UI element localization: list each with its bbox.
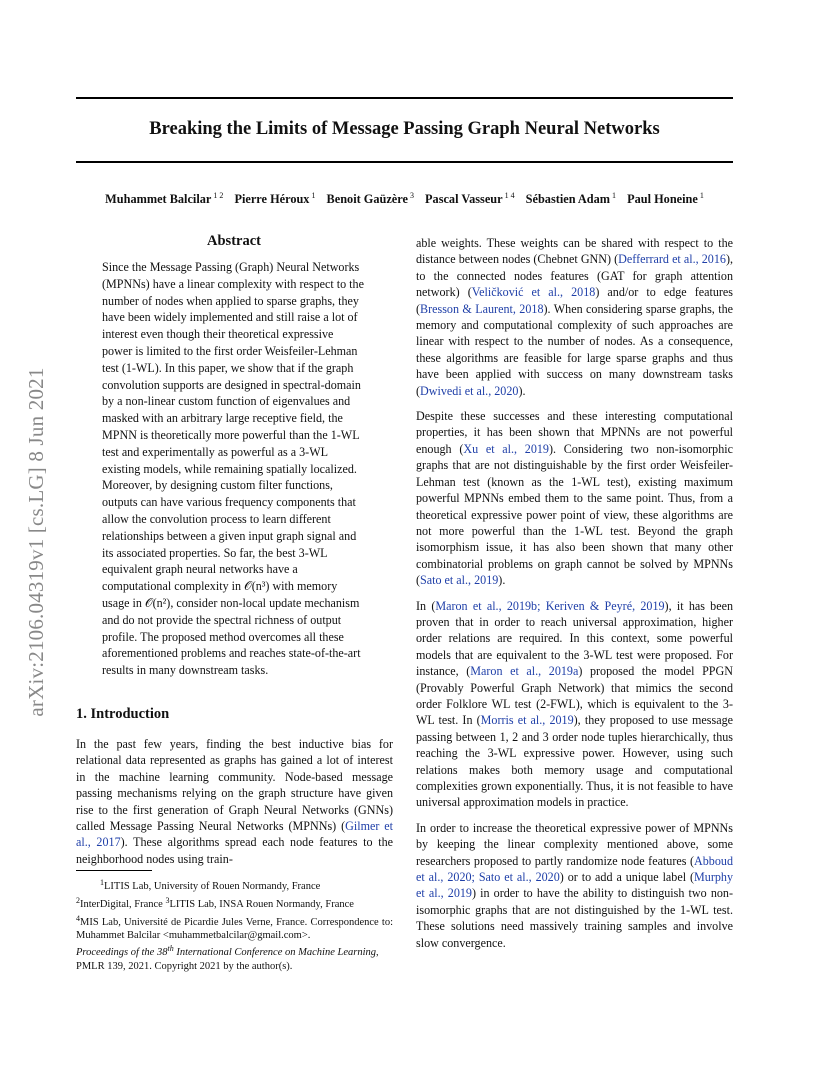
footnote-text: LITIS Lab, University of Rouen Normandy, France bbox=[104, 881, 321, 892]
body-text: ). When considering sparse graphs, the memory and computational complexity of such approaches are linear with respect to the number of nodes. As a consequence, these algorithms are feasible for large sparse graphs and thus have been applied with success on many downstream tasks ( bbox=[416, 301, 734, 398]
citation-link[interactable]: Morris et al., 2019 bbox=[480, 713, 574, 728]
body-text: In the past few years, finding the best inductive bias for relational data represented as graphs has gained a lot of interest in the machine learning community. Node-based message passing mechanisms relying on the graph structure have given rise to the first generation of Graph Neural Networks (GNNs) called Message Passing Neural Networks (MPNNs) ( bbox=[76, 737, 393, 834]
author-affiliation: 1 bbox=[612, 191, 617, 200]
proceedings-text: International Conference on Machine Learning bbox=[173, 947, 376, 958]
body-text: ). bbox=[518, 383, 526, 398]
footnote-text: LITIS Lab, INSA Rouen Normandy, France bbox=[169, 898, 354, 910]
paragraph bbox=[416, 235, 733, 399]
proceedings-text: th bbox=[167, 944, 174, 953]
body-text: able weights. These weights can be shared with respect to the distance between nodes (Chebnet GNN) ( bbox=[416, 236, 733, 267]
footnote-rule bbox=[76, 870, 152, 871]
citation-link[interactable]: Bresson & Laurent, 2018 bbox=[420, 301, 544, 316]
footnote-text: MIS Lab, Université de Picardie Jules Verne, France. Correspondence to: Muhammet Balcilar <muhammetbalcilar@gmail.com>. bbox=[76, 916, 393, 942]
citation-link[interactable]: Gilmer et al., 2017 bbox=[76, 819, 393, 850]
body-text: ). Considering two non-isomorphic graphs that are not distinguishable by the first order Weisfeiler-Lehman test (known as the 1-WL test), existing maximum powerful MPNNs embed them to the same point. Thus, from a theoretical expressive power point of view, these algorithms are not more powerful than the 1-WL test. Beyond the graph isomorphism issue, it has also been shown that many other combinatorial problems on graph cannot be solved by MPNNs ( bbox=[416, 441, 734, 588]
author-name: Benoit Gaüzère bbox=[326, 192, 408, 206]
author-name: Muhammet Balcilar bbox=[105, 192, 212, 206]
author-name: Sébastien Adam bbox=[525, 192, 611, 206]
title-rule-top bbox=[76, 97, 733, 99]
proceedings-text: Proceedings of the 38 bbox=[76, 947, 168, 958]
author-name: Pascal Vasseur bbox=[425, 192, 503, 206]
body-text: ) proposed the model PPGN (Provably Powerful Graph Network) that mimics the second order Folklore WL test (2-FWL), which is equivalent to the 3-WL test. In ( bbox=[416, 664, 733, 728]
body-text: In order to increase the theoretical expressive power of MPNNs by keeping the linear complexity mentioned above, some researchers proposed to partly randomize node features ( bbox=[416, 820, 733, 868]
body-text: ), they proposed to use message passing between 1, 2 and 3 order node tuples hierarchically, thus reaching the 3-WL expressive power. However, using such relations makes both memory usage and computational complexities grown exponentially. Thus, it is not feasible to have universal approximation models in practice. bbox=[416, 713, 733, 810]
body-text: ) and/or to edge features ( bbox=[416, 285, 733, 316]
abstract-text: Since the Message Passing (Graph) Neural Networks (MPNNs) have a linear complexity with respect to the number of nodes when applied to sparse graphs, they have been widely implemented and still raise a lot of interest even though their theoretical expressive power is limited to the first order Weisfeiler-Lehman test (1-WL). In this paper, we show that if the graph convolution supports are designed in spectral-domain by a non-linear custom function of eigenvalues and masked with an arbitrary large receptive field, the MPNN is theoretically more powerful than the 1-WL test and experimentally as powerful as a 3-WL existing models, while remaining spatially localized. Moreover, by designing custom filter functions, outputs can have various frequency components that allow the convolution process to learn different relationships between a given input graph signal and its associated properties. So far, the best 3-WL equivalent graph neural networks have a computational complexity in 𝒪(n³) with memory usage in 𝒪(n²), consider non-local update mechanism and do not provide the spectral richness of output profile. The proposed method overcomes all these aforementioned problems and reaches state-of-the-art results in many downstream tasks. bbox=[102, 260, 364, 678]
citation-link[interactable]: Sato et al., 2019 bbox=[420, 573, 499, 588]
citation-link[interactable]: Maron et al., 2019b; Keriven & Peyré, 2019 bbox=[435, 598, 665, 613]
introduction-heading: 1. Introduction bbox=[76, 706, 170, 722]
body-text: Despite these successes and these interesting computational properties, it has been shown that MPNNs are not powerful enough ( bbox=[416, 409, 733, 456]
author-affiliation: 3 bbox=[409, 191, 414, 200]
right-column bbox=[416, 235, 733, 960]
introduction-paragraph bbox=[76, 736, 393, 867]
citation-link[interactable]: Xu et al., 2019 bbox=[463, 441, 549, 456]
citation-link[interactable]: Veličković et al., 2018 bbox=[471, 285, 596, 300]
author-affiliation: 1 bbox=[311, 191, 316, 200]
footnote-text: InterDigital, France bbox=[80, 898, 163, 910]
citation-link[interactable]: Dwivedi et al., 2020 bbox=[420, 383, 519, 398]
author-affiliation: 1 bbox=[699, 191, 704, 200]
body-text: In ( bbox=[416, 598, 436, 613]
title-rule-bottom bbox=[76, 161, 733, 163]
body-text: ). bbox=[498, 573, 506, 588]
proceedings-text: , PMLR 139, 2021. Copyright 2021 by the author(s). bbox=[76, 947, 379, 972]
author-name: Pierre Héroux bbox=[234, 192, 310, 206]
body-text: ) in order to have the ability to distinguish two non-isomorphic graphs that are not distinguished by the 1-WL test. These solutions need massively training samples and involve slow convergence. bbox=[416, 886, 733, 950]
body-text: ) or to add a unique label ( bbox=[559, 870, 695, 885]
paragraph bbox=[416, 598, 733, 811]
body-text: ), it has been proven that in order to reach universal approximation, higher order relations are required. In this context, some powerful models that are equivalent to the 3-WL test were proposed. For instance, ( bbox=[416, 598, 734, 679]
author-name: Paul Honeine bbox=[627, 192, 698, 206]
author-affiliation: 1 4 bbox=[504, 191, 515, 200]
author-list bbox=[76, 191, 733, 207]
body-text: ). These algorithms spread each node features to the neighborhood nodes using train- bbox=[76, 835, 393, 866]
paper-title: Breaking the Limits of Message Passing Graph Neural Networks bbox=[149, 119, 660, 139]
proceedings-note bbox=[76, 942, 393, 974]
abstract-heading: Abstract bbox=[207, 233, 261, 249]
citation-link[interactable]: Maron et al., 2019a bbox=[470, 664, 579, 679]
paragraph bbox=[416, 820, 733, 951]
affiliation-footnotes: $^1$LITIS Lab, University of Rouen Normandy, France $^2$InterDigital, France $^3$LITIS Lab, INSA Rouen Normandy, France $^4$MIS Lab, Université de Picardie Jules Verne, France. Correspondence to: Muhammet Balcilar <muhammetbalcilar@gmail.com>. bbox=[76, 878, 393, 942]
arxiv-stamp: arXiv:2106.04319v1 [cs.LG] 8 Jun 2021 bbox=[24, 367, 48, 717]
body-text: ), to the connected nodes features (GAT for graph attention network) ( bbox=[416, 252, 733, 300]
citation-link[interactable]: Murphy et al., 2019 bbox=[416, 870, 733, 901]
citation-link[interactable]: Abboud et al., 2020; Sato et al., 2020 bbox=[416, 853, 733, 885]
citation-link[interactable]: Defferrard et al., 2016 bbox=[618, 252, 726, 267]
paragraph bbox=[416, 408, 733, 588]
author-affiliation: 1 2 bbox=[213, 191, 224, 200]
